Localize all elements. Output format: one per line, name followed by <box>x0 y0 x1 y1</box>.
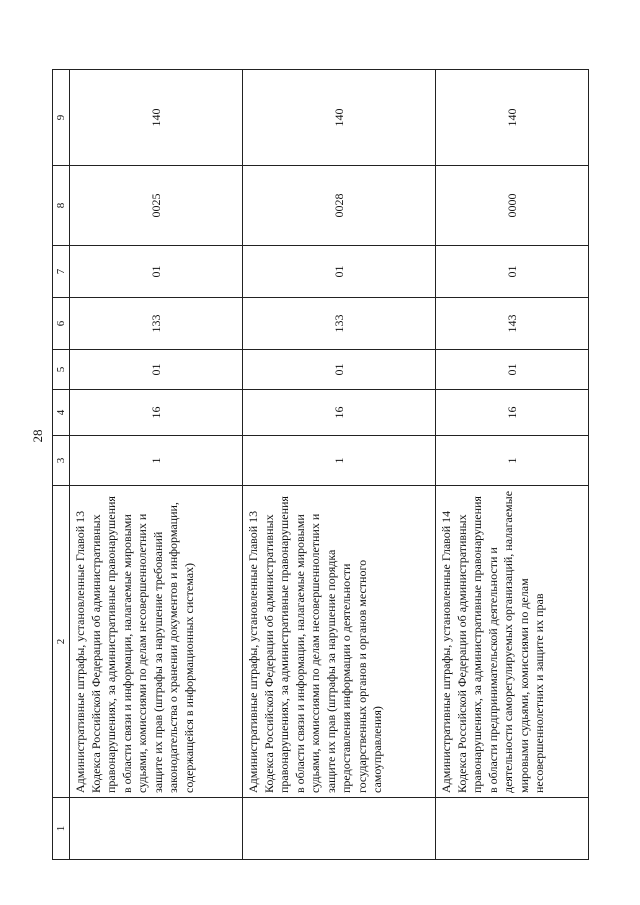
code-cell: 16 <box>70 390 243 436</box>
code-cell: 0000 <box>436 166 589 246</box>
code-cell: 16 <box>436 390 589 436</box>
rotated-table-container <box>52 70 589 860</box>
code-cell: 01 <box>243 350 436 390</box>
code-cell: 01 <box>70 246 243 298</box>
column-header: 8 <box>53 166 70 246</box>
code-cell: 01 <box>243 246 436 298</box>
budget-codes-table <box>52 69 589 860</box>
code-cell: 140 <box>70 70 243 166</box>
column-header: 7 <box>53 246 70 298</box>
row-number-cell <box>243 798 436 860</box>
column-header: 1 <box>53 798 70 860</box>
column-header: 9 <box>53 70 70 166</box>
table-row <box>243 70 436 860</box>
column-header: 4 <box>53 390 70 436</box>
table-row <box>70 70 243 860</box>
column-header: 6 <box>53 298 70 350</box>
code-cell: 140 <box>243 70 436 166</box>
code-cell: 1 <box>243 436 436 486</box>
column-header: 2 <box>53 486 70 798</box>
code-cell: 0025 <box>70 166 243 246</box>
table-row <box>436 70 589 860</box>
code-cell: 16 <box>243 390 436 436</box>
description-cell: Административные штрафы, установленные Главой 14 Кодекса Российской Федерации об административных правонарушениях, за административные правонарушения в области предпринимательской деятельности и деятельности саморегулируемых организаций, налагаемые мировыми судьями, комиссиями по делам несовершеннолетних и защите их прав <box>436 486 589 798</box>
code-cell: 1 <box>436 436 589 486</box>
code-cell: 1 <box>70 436 243 486</box>
header-row <box>53 70 70 860</box>
description-cell: Административные штрафы, установленные Главой 13 Кодекса Российской Федерации об административных правонарушениях, за административные правонарушения в области связи и информации, налагаемые мировыми судьями, комиссиями по делам несовершеннолетних и защите их прав (штрафы за нарушение требований законодательства о хранении документов и информации, содержащейся в информационных системах) <box>70 486 243 798</box>
code-cell: 143 <box>436 298 589 350</box>
row-number-cell <box>436 798 589 860</box>
code-cell: 01 <box>436 246 589 298</box>
code-cell: 140 <box>436 70 589 166</box>
code-cell: 133 <box>243 298 436 350</box>
code-cell: 0028 <box>243 166 436 246</box>
page-number: 28 <box>30 429 45 443</box>
description-cell: Административные штрафы, установленные Главой 13 Кодекса Российской Федерации об административных правонарушениях, за административные правонарушения в области связи и информации, налагаемые мировыми судьями, комиссиями по делам несовершеннолетних и защите их прав (штрафы за нарушение порядка предоставления информации о деятельности государственных органов и органов местного самоуправления) <box>243 486 436 798</box>
code-cell: 133 <box>70 298 243 350</box>
code-cell: 01 <box>70 350 243 390</box>
row-number-cell <box>70 798 243 860</box>
column-header: 3 <box>53 436 70 486</box>
code-cell: 01 <box>436 350 589 390</box>
column-header: 5 <box>53 350 70 390</box>
